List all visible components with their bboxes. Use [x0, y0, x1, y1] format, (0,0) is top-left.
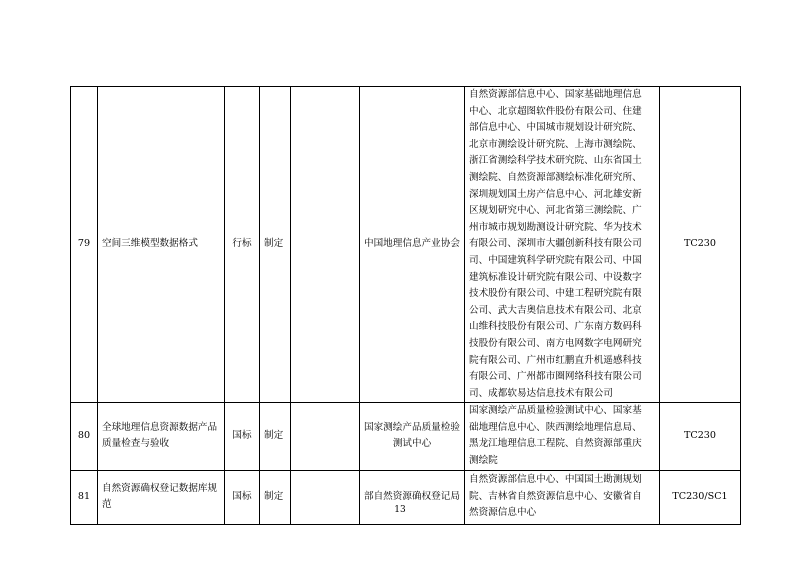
units-line: 建筑标准设计研究院有限公司、中设数字: [469, 271, 642, 283]
table-row: [71, 87, 741, 403]
table-row: [71, 403, 741, 470]
technical-committee: TC230/SC1: [660, 470, 741, 524]
units-line: 技股份有限公司、南方电网数字电网研究: [469, 337, 642, 349]
empty-cell: [291, 470, 360, 524]
units-line: 区规划研究中心、河北省第三测绘院、广: [469, 205, 642, 217]
participating-units: [465, 87, 660, 403]
table-row: [71, 470, 741, 524]
standard-name: 全球地理信息资源数据产品质量检查与验收: [98, 403, 225, 470]
participating-units: [465, 470, 660, 524]
units-line: 技术股份有限公司、中建工程研究院有限: [469, 288, 642, 300]
units-line: 有限公司、广州都市圈网络科技有限公司: [469, 371, 642, 383]
standards-table: [70, 86, 741, 525]
units-line: 有限公司、深圳市大疆创新科技有限公司: [469, 238, 642, 250]
standard-name: 自然资源确权登记数据库规范: [98, 470, 225, 524]
units-line: 州市城市规划勘测设计研究院、华为技术: [469, 221, 642, 233]
empty-cell: [291, 87, 360, 403]
responsible-org: 国家测绘产品质量检验测试中心: [360, 403, 465, 470]
technical-committee: TC230: [660, 403, 741, 470]
standard-method: 制定: [260, 470, 291, 524]
units-line: 浙江省测绘科学技术研究院、山东省国土: [469, 155, 642, 167]
standard-type: 行标: [225, 87, 260, 403]
units-line: 司、成都软易达信息技术有限公司: [469, 387, 613, 399]
units-line: 公司、武大吉奥信息技术有限公司、北京: [469, 304, 642, 316]
units-line: 中心、北京超图软件股份有限公司、住建: [469, 105, 642, 117]
units-line: 司、中国建筑科学研究院有限公司、中国: [469, 254, 642, 266]
units-line: 深圳规划国土房产信息中心、河北雄安新: [469, 188, 642, 200]
units-line: 自然资源部信息中心、国家基础地理信息: [469, 89, 642, 100]
row-number: 79: [71, 87, 98, 403]
units-line: 北京市测绘设计研究院、上海市测绘院、: [469, 138, 642, 150]
units-line: 院、吉林省自然资源信息中心、安徽省自: [469, 490, 642, 502]
units-line: 部信息中心、中国城市规划设计研究院、: [469, 122, 642, 134]
standard-name: 空间三维模型数据格式: [98, 87, 225, 403]
standard-type: 国标: [225, 470, 260, 524]
units-line: 测绘院、自然资源部测绘标准化研究所、: [469, 171, 642, 183]
page-number: 13: [394, 505, 406, 515]
units-line: 院有限公司、广州市红鹏直升机遥感科技: [469, 354, 642, 366]
units-line: 国家测绘产品质量检验测试中心、国家基: [469, 405, 642, 417]
standard-method: 制定: [260, 403, 291, 470]
technical-committee: TC230: [660, 87, 741, 403]
units-line: 黑龙江地理信息工程院、自然资源部重庆: [469, 438, 642, 450]
row-number: 81: [71, 470, 98, 524]
units-line: 测绘院: [469, 455, 498, 467]
row-number: 80: [71, 403, 98, 470]
units-line: 自然资源部信息中心、中国国土勘测规划: [469, 474, 642, 486]
units-line: 山维科技股份有限公司、广东南方数码科: [469, 321, 642, 333]
responsible-org: 部自然资源确权登记局: [360, 470, 465, 524]
participating-units: [465, 403, 660, 470]
standard-type: 国标: [225, 403, 260, 470]
standard-method: 制定: [260, 87, 291, 403]
units-line: 础地理信息中心、陕西测绘地理信息局、: [469, 421, 642, 433]
empty-cell: [291, 403, 360, 470]
responsible-org: 中国地理信息产业协会: [360, 87, 465, 403]
units-line: 然资源信息中心: [469, 507, 537, 519]
